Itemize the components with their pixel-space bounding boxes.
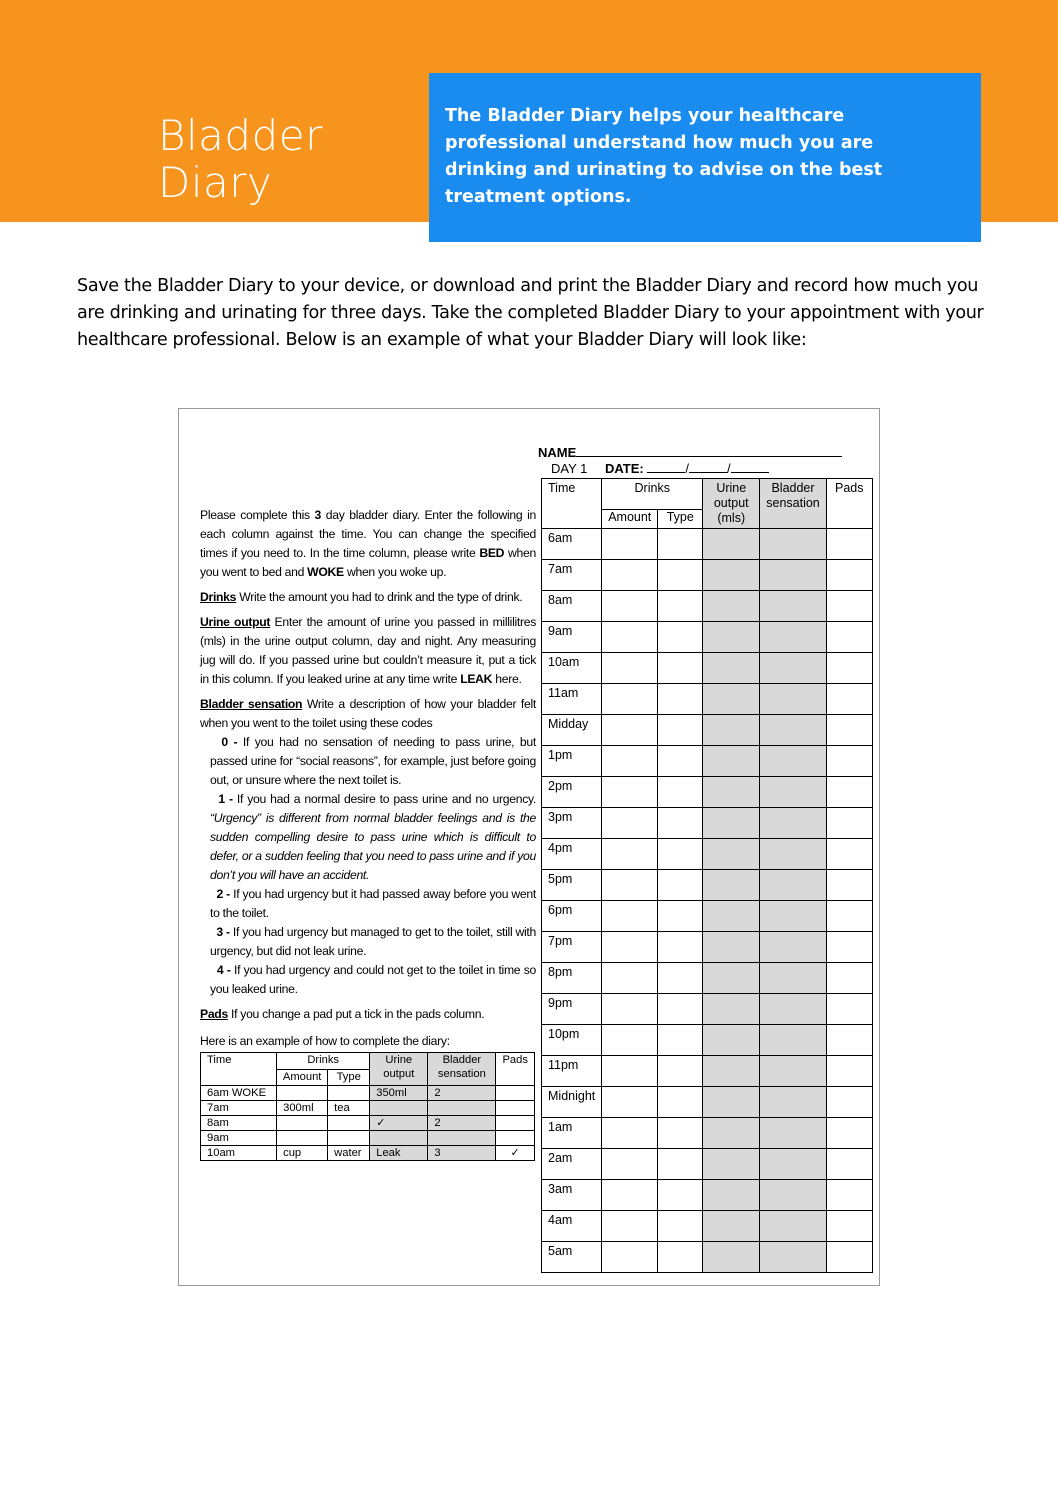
example-time-cell: 10am	[201, 1146, 277, 1161]
sensation-cell	[760, 560, 827, 591]
col-amount: Amount	[602, 510, 658, 529]
time-cell: 8am	[542, 591, 602, 622]
pads-cell	[826, 622, 872, 653]
pads-cell	[826, 1056, 872, 1087]
sensation-cell	[760, 932, 827, 963]
example-body	[201, 1086, 535, 1161]
pads-cell	[826, 808, 872, 839]
day-label: DAY 1	[551, 461, 588, 476]
type-cell	[658, 994, 703, 1025]
instr-pads: Pads If you change a pad put a tick in the pads column.	[200, 1007, 485, 1021]
time-cell: 4am	[542, 1211, 602, 1242]
sensation-cell	[760, 622, 827, 653]
diary-row	[542, 591, 873, 622]
time-cell: 11am	[542, 684, 602, 715]
col-bladder-sensation	[760, 479, 827, 529]
diary-example-image	[178, 408, 880, 1286]
urine-cell	[703, 901, 760, 932]
time-cell: 2pm	[542, 777, 602, 808]
urine-cell	[703, 932, 760, 963]
time-cell: 5am	[542, 1242, 602, 1273]
urine-h1: Urine	[716, 481, 747, 495]
time-cell: Midday	[542, 715, 602, 746]
amount-cell	[602, 746, 658, 777]
amount-cell	[602, 1118, 658, 1149]
date-label: DATE:	[605, 461, 644, 476]
sensation-cell	[760, 591, 827, 622]
instr-sensation: Bladder sensation Write a description of how your bladder felt when you went to the toilet using these codes	[200, 697, 536, 730]
urine-h3: (mls)	[717, 511, 746, 525]
type-cell	[658, 1025, 703, 1056]
example-amount-cell	[277, 1131, 328, 1146]
page-title	[158, 112, 323, 206]
amount-cell	[602, 932, 658, 963]
bladder-h2: sensation	[766, 496, 820, 510]
example-urine-cell: 350ml	[370, 1086, 428, 1101]
diary-row	[542, 1149, 873, 1180]
ex-col-bladder: Bladder sensation	[428, 1053, 496, 1086]
instr-intro: Please complete this 3 day bladder diary. Enter the following in each column against the time. You can change the specified times if you need to. In the time column, please write BED when you went to bed and WOKE when you woke up.	[200, 508, 536, 579]
code-3: 3 - If you had urgency but managed to get to the toilet, still with urgency, but did not leak urine.	[210, 925, 536, 958]
pads-cell	[826, 591, 872, 622]
example-amount-cell	[277, 1116, 328, 1131]
date-sep-2: /	[727, 461, 731, 476]
date-blank-day	[647, 462, 685, 473]
sensation-cell	[760, 1149, 827, 1180]
bladder-h1: Bladder	[771, 481, 815, 495]
diary-row	[542, 1180, 873, 1211]
urine-cell	[703, 994, 760, 1025]
example-row	[201, 1086, 535, 1101]
diary-row	[542, 1242, 873, 1273]
diary-row	[542, 963, 873, 994]
time-cell: 6am	[542, 529, 602, 560]
info-box	[429, 73, 981, 242]
col-drinks: Drinks	[602, 479, 703, 510]
sensation-cell	[760, 1180, 827, 1211]
example-time-cell: 7am	[201, 1101, 277, 1116]
urine-cell	[703, 560, 760, 591]
urine-cell	[703, 622, 760, 653]
amount-cell	[602, 684, 658, 715]
urine-h2: output	[713, 496, 749, 510]
amount-cell	[602, 1242, 658, 1273]
amount-cell	[602, 839, 658, 870]
example-amount-cell: cup	[277, 1146, 328, 1161]
diary-row	[542, 746, 873, 777]
urine-cell	[703, 746, 760, 777]
time-cell: 3am	[542, 1180, 602, 1211]
diary-body	[542, 529, 873, 1273]
type-cell	[658, 932, 703, 963]
diary-row	[542, 932, 873, 963]
pads-cell	[826, 1211, 872, 1242]
example-type-cell: tea	[328, 1101, 370, 1116]
amount-cell	[602, 560, 658, 591]
diary-row	[542, 901, 873, 932]
diary-row	[542, 870, 873, 901]
urine-cell	[703, 1211, 760, 1242]
code-0: 0 - If you had no sensation of needing to pass urine, but passed urine for “social reasons”, for example, just before going out, or unsure where the next toilet is.	[210, 735, 536, 787]
amount-cell	[602, 715, 658, 746]
urine-cell	[703, 777, 760, 808]
amount-cell	[602, 808, 658, 839]
type-cell	[658, 746, 703, 777]
date-blank-month	[689, 462, 727, 473]
type-cell	[658, 653, 703, 684]
time-cell: 10pm	[542, 1025, 602, 1056]
sensation-cell	[760, 901, 827, 932]
type-cell	[658, 1211, 703, 1242]
sensation-cell	[760, 994, 827, 1025]
title-line-1: Bladder	[158, 111, 323, 160]
time-cell: 6pm	[542, 901, 602, 932]
title-line-2: Diary	[158, 158, 273, 207]
amount-cell	[602, 529, 658, 560]
pads-cell	[826, 684, 872, 715]
urine-cell	[703, 1087, 760, 1118]
ex-col-time: Time	[201, 1053, 277, 1086]
name-field	[538, 445, 842, 460]
type-cell	[658, 963, 703, 994]
diary-row	[542, 1025, 873, 1056]
example-label: Here is an example of how to complete the diary:	[200, 1034, 450, 1048]
diary-row	[542, 715, 873, 746]
sensation-cell	[760, 1056, 827, 1087]
type-cell	[658, 622, 703, 653]
diary-row	[542, 839, 873, 870]
diary-row	[542, 1211, 873, 1242]
pads-cell	[826, 1025, 872, 1056]
amount-cell	[602, 994, 658, 1025]
urine-cell	[703, 591, 760, 622]
pads-cell	[826, 963, 872, 994]
example-urine-cell: Leak	[370, 1146, 428, 1161]
example-pads-cell	[496, 1101, 535, 1116]
urine-cell	[703, 1180, 760, 1211]
amount-cell	[602, 1056, 658, 1087]
example-type-cell	[328, 1131, 370, 1146]
date-blank-year	[731, 462, 769, 473]
sensation-cell	[760, 653, 827, 684]
example-urine-cell	[370, 1101, 428, 1116]
sensation-cell	[760, 1087, 827, 1118]
urine-cell	[703, 1025, 760, 1056]
example-amount-cell: 300ml	[277, 1101, 328, 1116]
type-cell	[658, 560, 703, 591]
example-row	[201, 1101, 535, 1116]
sensation-cell	[760, 529, 827, 560]
amount-cell	[602, 777, 658, 808]
diary-row	[542, 994, 873, 1025]
pads-cell	[826, 529, 872, 560]
pads-cell	[826, 839, 872, 870]
example-urine-cell	[370, 1131, 428, 1146]
example-header-row	[201, 1053, 535, 1070]
urine-cell	[703, 1149, 760, 1180]
code-1: 1 - If you had a normal desire to pass urine and no urgency. “Urgency” is different from normal bladder feelings and is the sudden compelling desire to pass urine which is difficult to defer, or a sudden feeling that you need to pass urine and if you don’t you will have an accident.	[210, 792, 536, 882]
sensation-cell	[760, 839, 827, 870]
pads-cell	[826, 1180, 872, 1211]
example-time-cell: 6am WOKE	[201, 1086, 277, 1101]
example-type-cell	[328, 1116, 370, 1131]
diary-row	[542, 684, 873, 715]
pads-cell	[826, 901, 872, 932]
pads-cell	[826, 1118, 872, 1149]
sensation-cell	[760, 808, 827, 839]
code-4: 4 - If you had urgency and could not get to the toilet in time so you leaked urine.	[210, 963, 536, 996]
amount-cell	[602, 1149, 658, 1180]
sensation-cell	[760, 1211, 827, 1242]
sensation-cell	[760, 777, 827, 808]
type-cell	[658, 777, 703, 808]
ex-col-pads: Pads	[496, 1053, 535, 1086]
type-cell	[658, 1149, 703, 1180]
time-cell: 9pm	[542, 994, 602, 1025]
time-cell: 9am	[542, 622, 602, 653]
example-time-cell: 9am	[201, 1131, 277, 1146]
instr-drinks: Drinks Write the amount you had to drink and the type of drink.	[200, 590, 523, 604]
instr-urine: Urine output Enter the amount of urine you passed in millilitres (mls) in the urine output column, day and night. Any measuring jug will do. If you passed urine but couldn’t measure it, put a tick in this column. If you leaked urine at any time write LEAK here.	[200, 615, 536, 686]
ex-col-amount: Amount	[277, 1069, 328, 1086]
type-cell	[658, 808, 703, 839]
amount-cell	[602, 870, 658, 901]
sensation-cell	[760, 870, 827, 901]
sensation-cell	[760, 1025, 827, 1056]
amount-cell	[602, 963, 658, 994]
example-sens-cell: 2	[428, 1116, 496, 1131]
amount-cell	[602, 622, 658, 653]
example-sens-cell	[428, 1101, 496, 1116]
type-cell	[658, 1118, 703, 1149]
amount-cell	[602, 591, 658, 622]
pads-cell	[826, 560, 872, 591]
type-cell	[658, 715, 703, 746]
instructions	[200, 506, 536, 1030]
pads-cell	[826, 653, 872, 684]
intro-paragraph: Save the Bladder Diary to your device, or download and print the Bladder Diary and record how much you are drinking and urinating for three days. Take the completed Bladder Diary to your appointment with your healthcare professional. Below is an example of what your Bladder Diary will look like:	[77, 276, 984, 350]
time-cell: 10am	[542, 653, 602, 684]
urine-cell	[703, 529, 760, 560]
sensation-cell	[760, 1118, 827, 1149]
example-pads-cell	[496, 1131, 535, 1146]
info-box-text: The Bladder Diary helps your healthcare professional understand how much you are drinking and urinating to advise on the best treatment options.	[445, 106, 883, 207]
urine-cell	[703, 715, 760, 746]
example-pads-cell	[496, 1086, 535, 1101]
type-cell	[658, 529, 703, 560]
pads-cell	[826, 870, 872, 901]
urine-cell	[703, 653, 760, 684]
example-row	[201, 1131, 535, 1146]
date-sep-1: /	[685, 461, 690, 476]
example-table	[200, 1052, 535, 1161]
diary-row	[542, 777, 873, 808]
type-cell	[658, 1056, 703, 1087]
urine-cell	[703, 963, 760, 994]
diary-row	[542, 808, 873, 839]
col-time: Time	[542, 479, 602, 529]
code-2: 2 - If you had urgency but it had passed away before you went to the toilet.	[210, 887, 536, 920]
name-line	[576, 446, 842, 457]
col-type: Type	[658, 510, 703, 529]
example-type-cell	[328, 1086, 370, 1101]
time-cell: 4pm	[542, 839, 602, 870]
example-sens-cell: 2	[428, 1086, 496, 1101]
urine-cell	[703, 684, 760, 715]
pads-cell	[826, 1149, 872, 1180]
time-cell: 11pm	[542, 1056, 602, 1087]
type-cell	[658, 684, 703, 715]
type-cell	[658, 591, 703, 622]
urine-cell	[703, 808, 760, 839]
sensation-cell	[760, 746, 827, 777]
diary-row	[542, 1056, 873, 1087]
pads-cell	[826, 777, 872, 808]
example-sens-cell: 3	[428, 1146, 496, 1161]
example-row	[201, 1116, 535, 1131]
example-type-cell: water	[328, 1146, 370, 1161]
example-urine-cell: ✓	[370, 1116, 428, 1131]
urine-cell	[703, 1118, 760, 1149]
amount-cell	[602, 1180, 658, 1211]
example-time-cell: 8am	[201, 1116, 277, 1131]
type-cell	[658, 1087, 703, 1118]
ex-col-urine: Urine output	[370, 1053, 428, 1086]
pads-cell	[826, 1242, 872, 1273]
ex-col-type: Type	[328, 1069, 370, 1086]
ex-col-drinks: Drinks	[277, 1053, 370, 1070]
time-cell: Midnight	[542, 1087, 602, 1118]
example-row	[201, 1146, 535, 1161]
urine-cell	[703, 1056, 760, 1087]
time-cell: 5pm	[542, 870, 602, 901]
type-cell	[658, 1242, 703, 1273]
diary-row	[542, 560, 873, 591]
urine-cell	[703, 839, 760, 870]
sensation-cell	[760, 1242, 827, 1273]
amount-cell	[602, 1087, 658, 1118]
col-urine-output	[703, 479, 760, 529]
diary-row	[542, 653, 873, 684]
example-sens-cell	[428, 1131, 496, 1146]
example-amount-cell	[277, 1086, 328, 1101]
col-pads: Pads	[826, 479, 872, 529]
example-pads-cell: ✓	[496, 1146, 535, 1161]
amount-cell	[602, 1211, 658, 1242]
urine-cell	[703, 1242, 760, 1273]
diary-header-row	[542, 479, 873, 510]
amount-cell	[602, 653, 658, 684]
example-pads-cell	[496, 1116, 535, 1131]
diary-row	[542, 622, 873, 653]
time-cell: 2am	[542, 1149, 602, 1180]
sensation-cell	[760, 715, 827, 746]
day-date-line	[551, 461, 769, 476]
type-cell	[658, 1180, 703, 1211]
diary-row	[542, 529, 873, 560]
urine-cell	[703, 870, 760, 901]
time-cell: 1pm	[542, 746, 602, 777]
time-cell: 1am	[542, 1118, 602, 1149]
diary-row	[542, 1087, 873, 1118]
pads-cell	[826, 994, 872, 1025]
pads-cell	[826, 932, 872, 963]
diary-row	[542, 1118, 873, 1149]
name-label: NAME	[538, 445, 577, 460]
diary-table	[541, 478, 873, 1273]
sensation-cell	[760, 684, 827, 715]
time-cell: 7pm	[542, 932, 602, 963]
time-cell: 3pm	[542, 808, 602, 839]
type-cell	[658, 839, 703, 870]
pads-cell	[826, 746, 872, 777]
type-cell	[658, 870, 703, 901]
type-cell	[658, 901, 703, 932]
time-cell: 8pm	[542, 963, 602, 994]
pads-cell	[826, 715, 872, 746]
amount-cell	[602, 1025, 658, 1056]
amount-cell	[602, 901, 658, 932]
pads-cell	[826, 1087, 872, 1118]
time-cell: 7am	[542, 560, 602, 591]
sensation-cell	[760, 963, 827, 994]
